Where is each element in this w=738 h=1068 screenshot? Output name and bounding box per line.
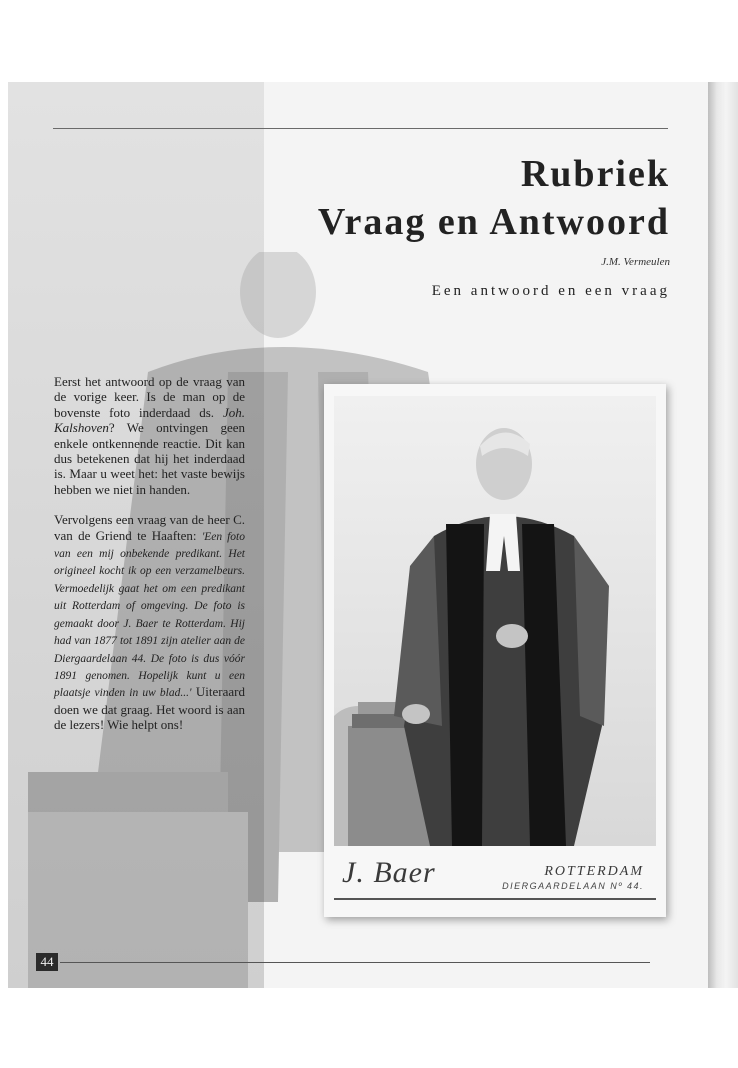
title-line-2: Vraag en Antwoord (317, 201, 670, 243)
preacher-figure-illustration (334, 396, 656, 846)
title-line-1: Rubriek (520, 153, 670, 195)
article-title (318, 150, 670, 246)
studio-city: ROTTERDAM (544, 864, 644, 879)
minister-name: Joh. Kalshoven (54, 404, 245, 436)
portrait-photo (334, 396, 656, 846)
paragraph-text: Vervolgens een vraag van de heer C. van de Griend te Haaften: (54, 512, 245, 543)
paragraph-answer (54, 374, 245, 497)
studio-rule (334, 898, 656, 900)
reader-quote: 'Een foto van een mij onbekende predikant. Het origineel kocht ik op een verzamelbeurs. Vermoedelijk gaat het om een predikant uit Rotterdam of omgeving. De foto is gemaakt door J. Baer te Rotterdam. Hij had van 1877 tot 1891 zijn atelier aan de Diergaardelaan 44. De foto is dus vóór 1891 genomen. Hopelijk kunt u een plaatsje vinden in uw blad...' (54, 530, 245, 700)
bottom-rule (60, 962, 650, 963)
studio-imprint (334, 854, 656, 904)
paragraph-text: ? We ontvingen geen enkele ontkennende reactie. Dit kan dus betekenen dat hij het inderdaad is. Maar u weet het: het vaste bewijs hebben we niet in handen. (54, 420, 245, 497)
studio-name: J. Baer (342, 856, 436, 889)
studio-address: DIERGAARDELAAN Nº 44. (502, 881, 644, 891)
article-subtitle: Een antwoord en een vraag (431, 283, 670, 299)
author-byline: J.M. Vermeulen (601, 256, 670, 268)
magazine-page (8, 82, 708, 988)
top-rule (53, 128, 668, 129)
page-number: 44 (36, 953, 58, 971)
portrait-photo-card (324, 384, 666, 917)
article-body (54, 374, 245, 748)
paragraph-text: Eerst het antwoord op de vraag van de vorige keer. Is de man op de bovenste foto inderdaad ds. (54, 374, 245, 420)
paragraph-text: Uiteraard doen we dat graag. Het woord is aan de lezers! Wie helpt ons! (54, 684, 245, 733)
next-page-edge (708, 82, 738, 988)
paragraph-question (54, 512, 245, 732)
